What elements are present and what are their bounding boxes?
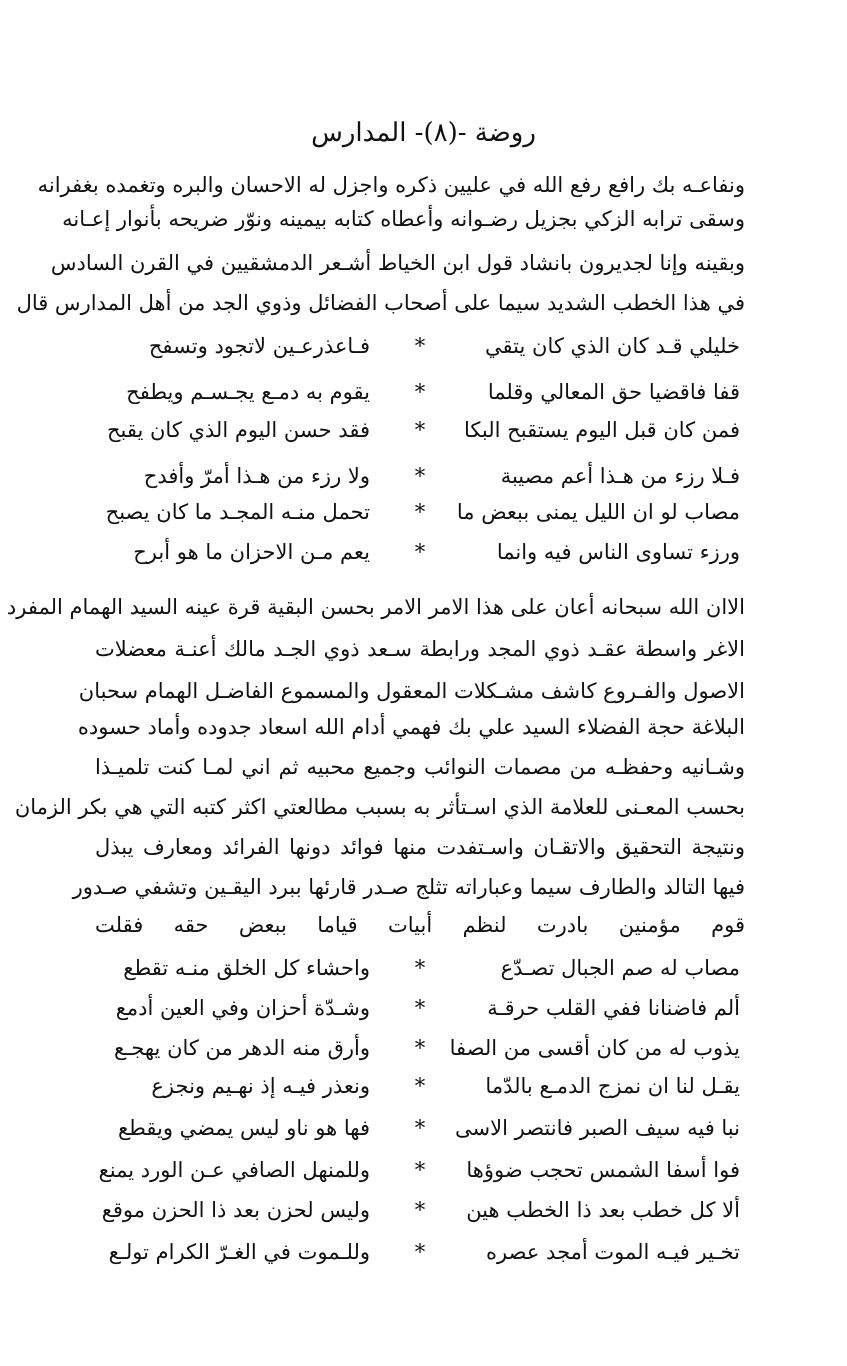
poem2-verse-3-second-hemistich: وأرق منه الدهر من كان يهجـع (113, 1036, 370, 1060)
poem1-verse-4-second-hemistich: ولا رزء من هـذا أمرّ وأفدح (143, 464, 370, 488)
poem2-verse-4 (100, 1074, 740, 1112)
poem1-verse-6-second-hemistich: يعم مـن الاحزان ما هو أبرح (133, 540, 370, 564)
poem2-verse-6-first-hemistich: فوا أسفا الشمس تحجب ضوؤها (466, 1158, 740, 1182)
poem2-verse-1 (100, 956, 740, 994)
poem2-verse-8-first-hemistich: تخـير فيـه الموت أمجد عصره (486, 1240, 740, 1264)
poem1-verse-4 (100, 464, 740, 502)
poem1-verse-2 (100, 380, 740, 418)
intro-line-2: وسقى ترابه الزكي بجزيل رضـوانه وأعطاه كتابه بيمينه ونوّر ضريحه بأنوار إعـانه (62, 207, 745, 231)
verse-separator: * (414, 380, 426, 404)
middle-line-2: الاغر واسطة عقـد ذوي المجد ورابطة سـعد ذوي الجـد مالك أعنـة معضلات (95, 637, 745, 661)
verse-separator: * (414, 1074, 426, 1098)
verse-separator: * (414, 996, 426, 1020)
middle-line-1: الاان الله سبحانه أعان على هذا الامر الامر بحسن البقية قرة عينه السيد الهمام المفرد (6, 595, 745, 619)
intro-line-1: ونفاعـه بك رافع رفع الله في عليين ذكره واجزل له الاحسان والبره وتغمده بغفرانه (37, 173, 745, 197)
verse-separator: * (414, 464, 426, 488)
verse-separator: * (414, 540, 426, 564)
poem2-verse-5-first-hemistich: نبا فيه سيف الصبر فانتصر الاسى (455, 1116, 740, 1140)
poem1-verse-2-first-hemistich: قفا فاقضيا حق المعالي وقلما (487, 380, 740, 404)
poem2-verse-8-second-hemistich: وللـموت في الغـرّ الكرام تولـع (108, 1240, 370, 1264)
middle-line-5: وشـانيه وحفظـه من مصمات النوائب وجميع محبيه ثم اني لمـا كنت تلميـذا (95, 755, 745, 779)
poem1-verse-2-second-hemistich: يقوم به دمـع يجـسـم ويطفح (126, 380, 370, 404)
middle-line-7: ونتيجة التحقيق والاتقـان واسـتفدت منها فوائد دونها الفرائد ومعارف يبذل (95, 835, 745, 859)
poem1-verse-5-first-hemistich: مصاب لو ان الليل يمنى ببعض ما (456, 500, 740, 524)
verse-separator: * (414, 500, 426, 524)
poem2-verse-7-second-hemistich: وليس لحزن بعد ذا الحزن موقع (101, 1198, 370, 1222)
poem2-verse-2-first-hemistich: ألم فاضنانا ففي القلب حرقـة (487, 996, 740, 1020)
intro-line-3: وبقينه وإنا لجديرون بانشاد قول ابن الخياط أشـعر الدمشقيين في القرن السادس (50, 251, 745, 275)
verse-separator: * (414, 956, 426, 980)
intro-line-4: في هذا الخطب الشديد سيما على أصحاب الفضائل وذوي الجد من أهل المدارس قال (16, 291, 745, 315)
poem2-verse-6 (100, 1158, 740, 1196)
poem2-verse-6-second-hemistich: وللمنهل الصافي عـن الورد يمنع (98, 1158, 370, 1182)
poem1-verse-1 (100, 334, 740, 372)
poem2-verse-3 (100, 1036, 740, 1074)
poem1-verse-3-first-hemistich: فمن كان قبل اليوم يستقبح البكا (463, 418, 740, 442)
page-header: روضة -(٨)- المدارس (311, 118, 536, 148)
middle-line-8: فيها التالد والطارف سيما وعباراته تثلج صـدر قارئها ببرد اليقـين وتشفي صـدور (72, 875, 745, 899)
poem2-verse-1-first-hemistich: مصاب له صم الجبال تصـدّع (500, 956, 740, 980)
verse-separator: * (414, 418, 426, 442)
poem1-verse-1-second-hemistich: فـاعذرعـين لاتجود وتسفح (148, 334, 370, 358)
poem1-verse-6-first-hemistich: ورزء تساوى الناس فيه وانما (496, 540, 740, 564)
verse-separator: * (414, 1240, 426, 1264)
poem2-verse-4-second-hemistich: ونعذر فيـه إذ نهـيم ونجزع (151, 1074, 370, 1098)
poem2-verse-7-first-hemistich: ألا كل خطب بعد ذا الخطب هين (466, 1198, 740, 1222)
verse-separator: * (414, 1116, 426, 1140)
verse-separator: * (414, 334, 426, 358)
poem1-verse-4-first-hemistich: فـلا رزء من هـذا أعم مصيبة (500, 464, 740, 488)
poem2-verse-2 (100, 996, 740, 1034)
poem2-verse-5 (100, 1116, 740, 1154)
poem2-verse-5-second-hemistich: فها هو ناو ليس يمضي ويقطع (117, 1116, 370, 1140)
middle-line-9: قوم مؤمنين بادرت لنظم أبيات قياما ببعض حقه فقلت (95, 913, 745, 937)
poem2-verse-2-second-hemistich: وشـدّة أحزان وفي العين أدمع (115, 996, 370, 1020)
poem2-verse-1-second-hemistich: واحشاء كل الخلق منـه تقطع (123, 956, 370, 980)
verse-separator: * (414, 1198, 426, 1222)
middle-line-3: الاصول والفـروع كاشف مشـكلات المعقول والمسموع الفاضـل الهمام سحبان (78, 679, 745, 703)
poem1-verse-6 (100, 540, 740, 578)
verse-separator: * (414, 1036, 426, 1060)
poem2-verse-4-first-hemistich: يقـل لنا ان نمزج الدمـع بالدّما (485, 1074, 740, 1098)
middle-line-4: البلاغة حجة الفضلاء السيد علي بك فهمي أدام الله اسعاد جدوده وأماد حسوده (77, 715, 745, 739)
poem1-verse-3 (100, 418, 740, 456)
poem2-verse-3-first-hemistich: يذوب له من كان أقسى من الصفا (449, 1036, 740, 1060)
poem2-verse-7 (100, 1198, 740, 1236)
middle-line-6: بحسب المعـنى للعلامة الذي اسـتأثر به بسبب مطالعتي اكثر كتبه التي هي بكر الزمان (14, 795, 745, 819)
poem1-verse-5-second-hemistich: تحمل منـه المجـد ما كان يصبح (105, 500, 370, 524)
poem1-verse-1-first-hemistich: خليلي قـد كان الذي كان يتقي (485, 334, 740, 358)
poem1-verse-5 (100, 500, 740, 538)
poem1-verse-3-second-hemistich: فقد حسن اليوم الذي كان يقبح (106, 418, 370, 442)
poem2-verse-8 (100, 1240, 740, 1278)
verse-separator: * (414, 1158, 426, 1182)
